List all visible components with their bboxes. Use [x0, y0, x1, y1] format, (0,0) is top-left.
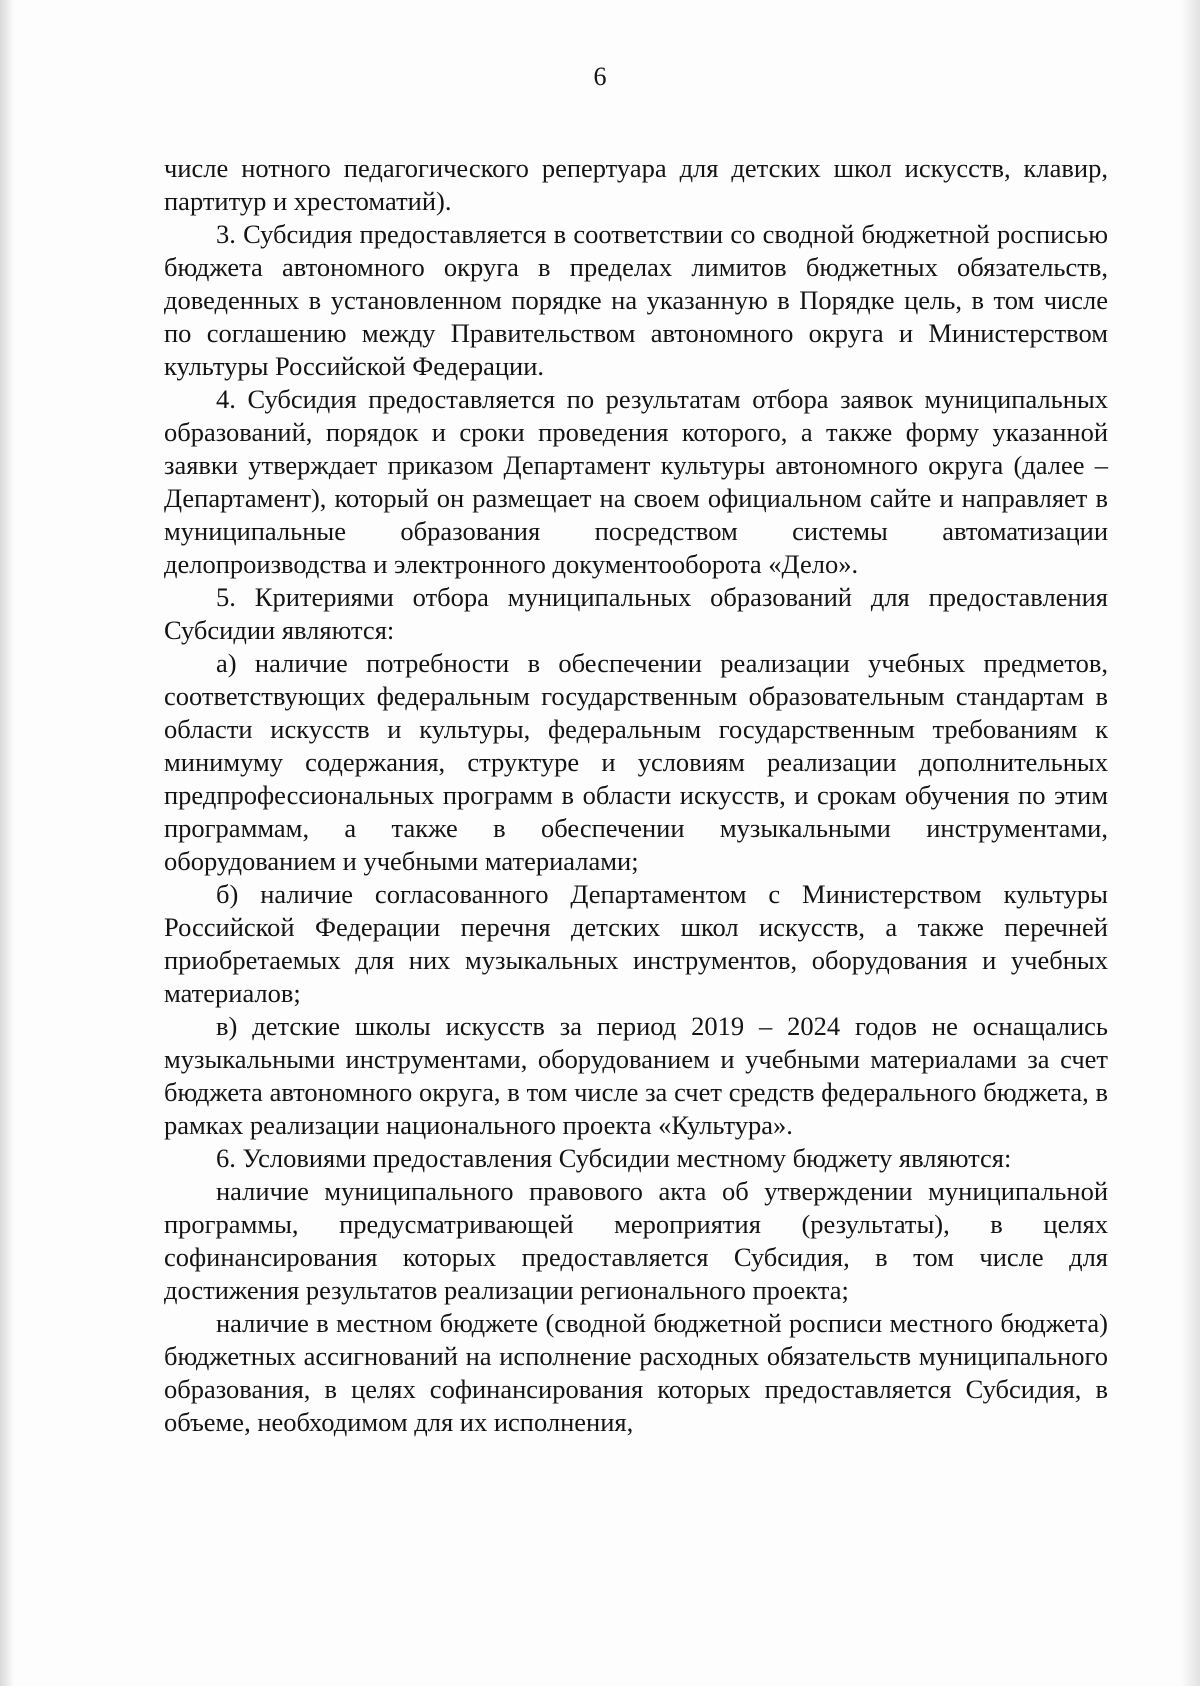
paragraph-item-3: 3. Субсидия предоставляется в соответствии со сводной бюджетной росписью бюджета автономного округа в пределах лимитов бюджетных обязательств, доведенных в установленном порядке на указанную в Порядке цель, в том числе по соглашению между Правительством автономного округа и Министерством культуры Российской Федерации.	[164, 219, 1108, 381]
paragraph-condition-2: наличие в местном бюджете (сводной бюджетной росписи местного бюджета) бюджетных ассигнований на исполнение расходных обязательств муниципального образования, в целях софинансирования которых предоставляется Субсидия, в объеме, необходимом для их исполнения,	[164, 1308, 1108, 1437]
scan-edge-left	[0, 0, 14, 1686]
document-body	[164, 152, 1108, 1439]
paragraph-item-4: 4. Субсидия предоставляется по результатам отбора заявок муниципальных образований, порядок и сроки проведения которого, а также форму указанной заявки утверждает приказом Департамент культуры автономного округа (далее – Департамент), который он размещает на своем официальном сайте и направляет в муниципальные образования посредством системы автоматизации делопроизводства и электронного документооборота «Дело».	[164, 384, 1108, 579]
paragraph-item-5: 5. Критериями отбора муниципальных образований для предоставления Субсидии являются:	[164, 582, 1108, 645]
paragraph-item-5a: а) наличие потребности в обеспечении реализации учебных предметов, соответствующих федеральным государственным образовательным стандартам в области искусств и культуры, федеральным государственным требованиям к минимуму содержания, структуре и условиям реализации дополнительных предпрофессиональных программ в области искусств, и срокам обучения по этим программам, а также в обеспечении музыкальными инструментами, оборудованием и учебными материалами;	[164, 648, 1108, 876]
paragraph-item-6: 6. Условиями предоставления Субсидии местному бюджету являются:	[216, 1143, 1012, 1173]
paragraph-item-5v: в) детские школы искусств за период 2019 – 2024 годов не оснащались музыкальными инструментами, оборудованием и учебными материалами за счет бюджета автономного округа, в том числе за счет средств федерального бюджета, в рамках реализации национального проекта «Культура».	[164, 1011, 1108, 1140]
paragraph-condition-1: наличие муниципального правового акта об утверждении муниципальной программы, предусматривающей мероприятия (результаты), в целях софинансирования которых предоставляется Субсидия, в том числе для достижения результатов реализации регионального проекта;	[164, 1176, 1108, 1305]
paragraph-item-5b: б) наличие согласованного Департаментом с Министерством культуры Российской Федерации перечня детских школ искусств, а также перечней приобретаемых для них музыкальных инструментов, оборудования и учебных материалов;	[164, 879, 1108, 1008]
page-number: 6	[593, 62, 607, 91]
scan-edge-right	[1180, 0, 1200, 1686]
paragraph-continuation: числе нотного педагогического репертуара для детских школ искусств, клавир, партитур и хрестоматий).	[164, 153, 1108, 216]
